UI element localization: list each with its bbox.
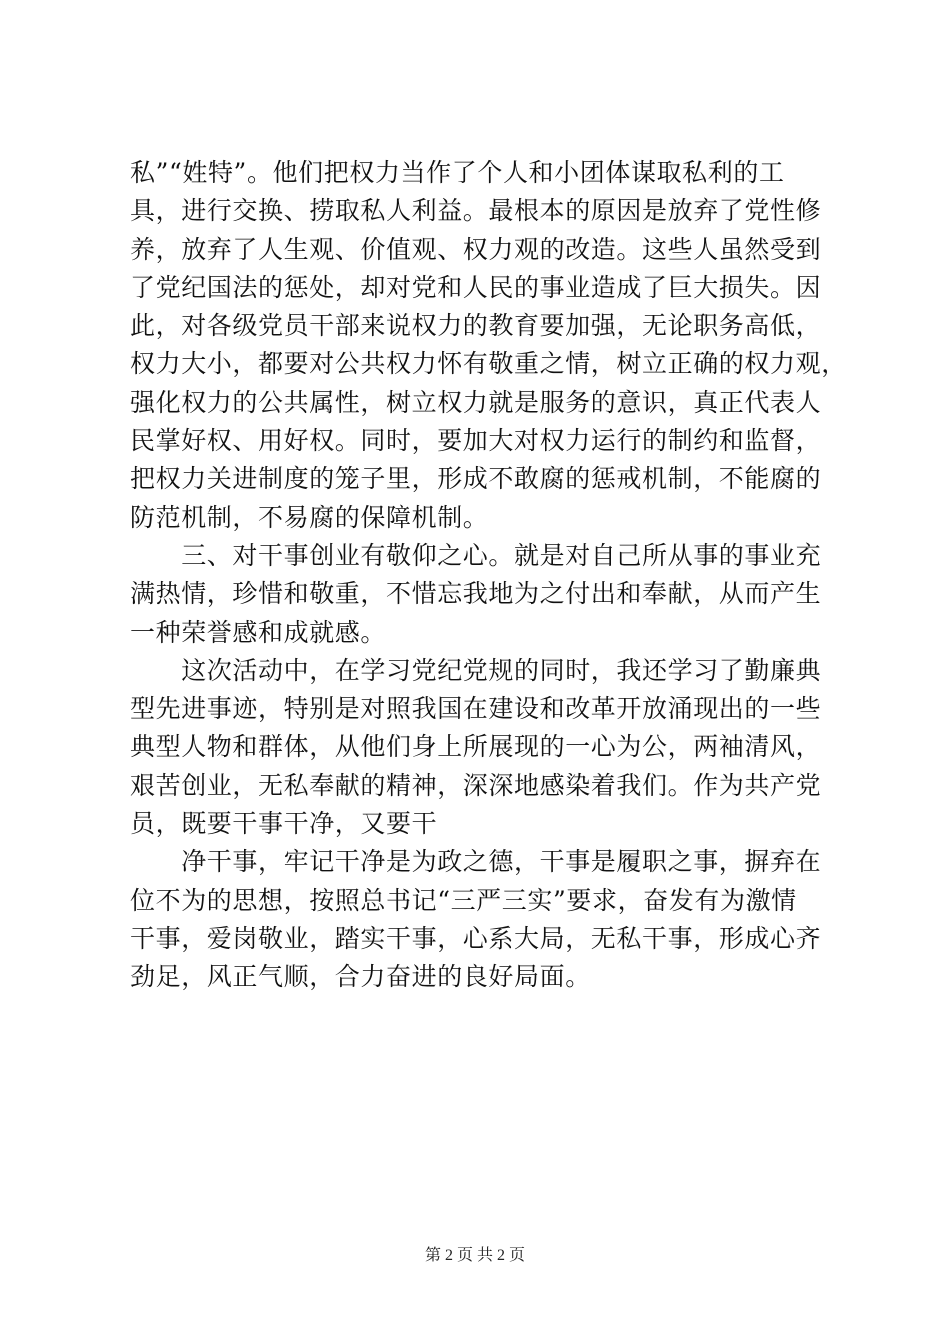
- text-line: 强化权力的公共属性，树立权力就是服务的意识，真正代表人: [130, 387, 822, 417]
- text-line: 三、对干事创业有敬仰之心。就是对自己所从事的事业充: [130, 540, 822, 570]
- text-line: 这次活动中，在学习党纪党规的同时，我还学习了勤廉典: [130, 655, 822, 685]
- text-line: 民掌好权、用好权。同时，要加大对权力运行的制约和监督，: [130, 426, 822, 456]
- text-line: 私”“姓特”。他们把权力当作了个人和小团体谋取私利的工: [130, 158, 785, 187]
- text-line: 一种荣誉感和成就感。: [130, 617, 387, 647]
- text-line: 防范机制，不易腐的保障机制。: [130, 502, 489, 532]
- text-line: 位不为的思想，按照总书记“三严三实”要求，奋发有为激情: [130, 885, 797, 915]
- text-line: 劲足，风正气顺，合力奋进的良好局面。: [130, 962, 591, 992]
- text-line: 此，对各级党员干部来说权力的教育要加强，无论职务高低，: [130, 311, 822, 341]
- text-line: 满热情，珍惜和敬重，不惜忘我地为之付出和奉献，从而产生: [130, 579, 822, 609]
- text-line: 艰苦创业，无私奉献的精神，深深地感染着我们。作为共产党: [130, 770, 822, 800]
- text-line: 具，进行交换、捞取私人利益。最根本的原因是放弃了党性修: [130, 196, 822, 226]
- text-line: 净干事，牢记干净是为政之德，干事是履职之事，摒弃在: [130, 847, 822, 877]
- text-line: 把权力关进制度的笼子里，形成不敢腐的惩戒机制，不能腐的: [130, 464, 822, 494]
- text-line: 员，既要干事干净，又要干: [130, 809, 438, 839]
- body-text: [130, 154, 850, 997]
- text-line: 型先进事迹，特别是对照我国在建设和改革开放涌现出的一些: [130, 694, 822, 724]
- page-number-footer: 第 2 页 共 2 页: [424, 1247, 525, 1264]
- text-line: 养，放弃了人生观、价值观、权力观的改造。这些人虽然受到: [130, 234, 822, 264]
- text-line: 典型人物和群体，从他们身上所展现的一心为公，两袖清风，: [130, 732, 822, 762]
- text-line: 了党纪国法的惩处，却对党和人民的事业造成了巨大损失。因: [130, 272, 822, 302]
- text-line: 权力大小，都要对公共权力怀有敬重之情，树立正确的权力观，: [130, 349, 847, 379]
- text-line: 干事，爱岗敬业，踏实干事，心系大局，无私干事，形成心齐: [130, 923, 822, 953]
